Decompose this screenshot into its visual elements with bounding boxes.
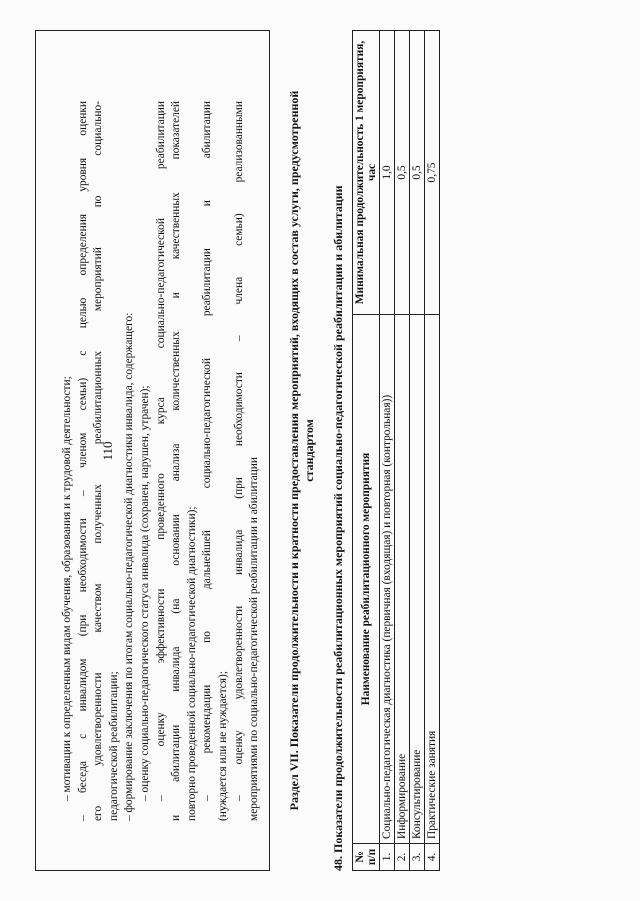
row-name: Социально-педагогическая диагностика (первичная (входящая) и повторная (контрольная))	[380, 315, 395, 844]
row-num: 3.	[410, 844, 425, 871]
text-line: – беседа с инвалидом (при необходимости – членом семьи) с целью определения уровня оценки	[76, 101, 89, 821]
table-row	[380, 31, 395, 871]
table-row	[395, 31, 410, 871]
row-num: 2.	[395, 844, 410, 871]
table-row	[425, 31, 440, 871]
text-line: – оценку эффективности проведенного курса социально-педагогической реабилитации	[154, 101, 167, 801]
row-name: Практические занятия	[425, 315, 440, 844]
duration-table	[352, 30, 440, 871]
text-line: – оценку социально-педагогического статуса инвалида (сохранен, нарушен, утрачен);	[138, 385, 151, 801]
row-duration: 0,5	[395, 31, 410, 315]
section-title	[287, 30, 317, 871]
section-title-line: стандартом	[302, 419, 316, 482]
table-row	[410, 31, 425, 871]
text-line: – оценку удовлетворенности инвалида (при необходимости – члена семьи) реализованными	[232, 101, 245, 801]
row-num: 4.	[425, 844, 440, 871]
text-line: – рекомендации по дальнейшей социально-педагогической реабилитации и абилитации	[201, 101, 214, 801]
header-name: Наименование реабилитационного мероприятия	[353, 315, 380, 844]
row-duration: 0,5	[410, 31, 425, 315]
table-header-row	[353, 31, 380, 871]
section-title-line: Раздел VII. Показатели продолжительности и кратности предоставления мероприятий, входящих в состав услуги, предусмотренной	[287, 90, 301, 811]
text-line: его удовлетворенности качеством полученных реабилитационных мероприятий по социально-	[92, 101, 105, 821]
text-line: и абилитации инвалида (на основании анализа количественных и качественных показателей	[170, 101, 183, 821]
text-line: – мотивации к определенным видам обучения, образования и к трудовой деятельности;	[61, 376, 73, 801]
text-line: – формирование заключения по итогам социально-педагогической диагностики инвалида, содержащего:	[123, 312, 136, 821]
row-duration: 1,0	[380, 31, 395, 315]
text-line: педагогической реабилитации;	[107, 671, 120, 821]
row-num: 1.	[380, 844, 395, 871]
text-line: (нуждается или не нуждается);	[216, 671, 229, 821]
row-duration: 0,75	[425, 31, 440, 315]
upper-text-block	[60, 101, 263, 821]
header-duration: Минимальная продолжительность 1 мероприятия, час	[353, 31, 380, 315]
row-name: Информирование	[395, 315, 410, 844]
page-number: 110	[100, 441, 115, 461]
subsection-title: 48. Показатели продолжительности реабилитационных мероприятий социально-педагогической реабилитации и абилитации	[331, 185, 345, 871]
row-name: Консультирование	[410, 315, 425, 844]
text-line: повторно проведенной социально-педагогической диагностики);	[185, 506, 198, 821]
text-line: мероприятиями по социально-педагогической реабилитации и абилитации	[248, 457, 261, 821]
header-num: № п/п	[353, 844, 380, 871]
